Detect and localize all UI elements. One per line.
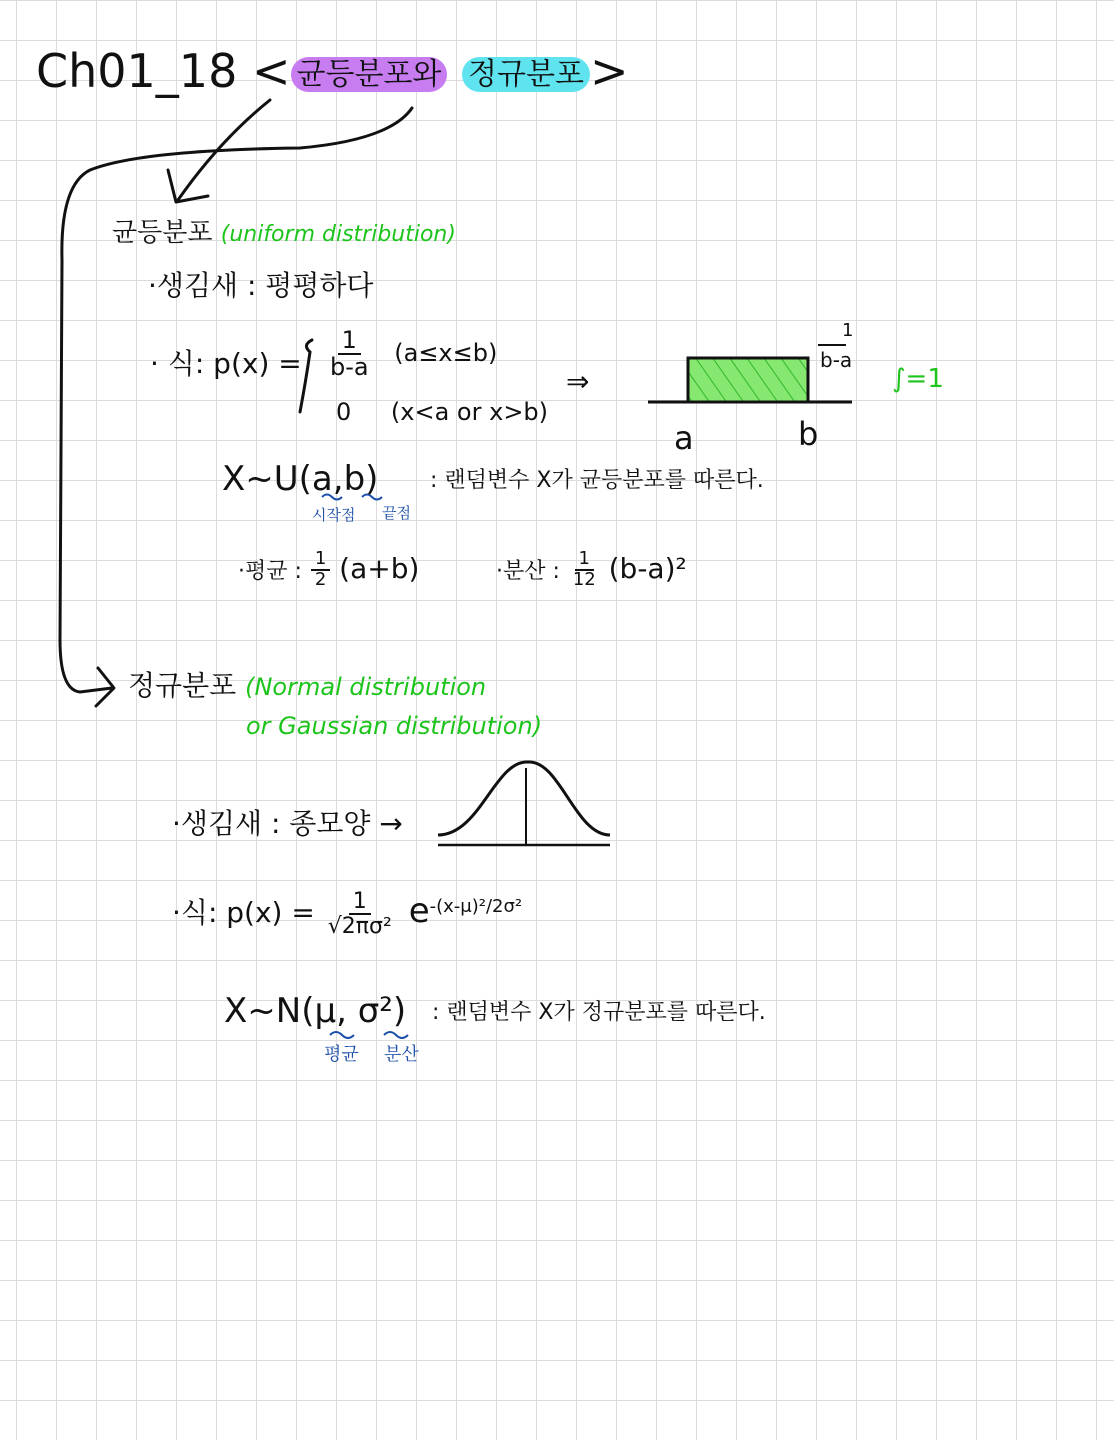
- normal-notation: X~N(μ, σ²): [224, 991, 407, 1031]
- uniform-heading: [112, 220, 456, 246]
- uniform-var-expr: (b-a)²: [608, 551, 687, 585]
- uniform-mean-num: 1: [311, 550, 330, 571]
- normal-shape: ·생김새 : 종모양 →: [172, 807, 403, 840]
- uniform-formula-label: · 식: p(x) =: [150, 347, 302, 380]
- uniform-mean-fraction: [311, 550, 330, 590]
- graph-height-label: b-a: [820, 348, 853, 372]
- normal-formula-den: √2πσ²: [327, 914, 392, 940]
- normal-formula-e: e: [408, 891, 430, 932]
- squiggle-var: [384, 1032, 408, 1038]
- end-point-label: 끝점: [382, 504, 411, 522]
- normal-formula-fraction: [324, 890, 396, 938]
- normal-heading: [128, 669, 487, 702]
- uniform-shape: ·생김새 : 평평하다: [148, 269, 374, 302]
- normal-heading-ko: 정규분포: [128, 669, 237, 702]
- normal-formula-label: ·식: p(x) =: [172, 896, 315, 930]
- graph-label-b: b: [798, 415, 819, 453]
- uniform-notation-desc: : 랜덤변수 X가 균등분포를 따른다.: [430, 468, 764, 493]
- title-prefix: Ch01_18 <: [36, 44, 291, 98]
- normal-formula: [172, 890, 522, 938]
- uniform-var-label: ·분산 :: [496, 558, 560, 584]
- uniform-variance: [496, 550, 687, 590]
- title-highlight-uniform: 균등분포와: [291, 57, 448, 92]
- normal-notation-desc: : 랜덤변수 X가 정규분포를 따른다.: [432, 1000, 766, 1025]
- uniform-case1-num: 1: [338, 328, 361, 355]
- normal-formula-num: 1: [349, 890, 371, 915]
- uniform-mean-label: ·평균 :: [238, 558, 302, 584]
- integral-note: ∫=1: [892, 364, 944, 394]
- title-suffix: >: [589, 44, 629, 98]
- bell-curve-graph: [438, 762, 610, 845]
- uniform-var-num: 1: [575, 550, 594, 571]
- graph-height-num: 1: [842, 320, 854, 341]
- uniform-case1-den: b-a: [330, 353, 369, 382]
- uniform-mean: [238, 550, 419, 590]
- start-point-label: 시작점: [312, 506, 356, 524]
- piecewise-brace: [300, 340, 312, 412]
- uniform-heading-en: (uniform distribution): [220, 222, 456, 247]
- uniform-heading-ko: 균등분포: [112, 218, 213, 248]
- uniform-mean-expr: (a+b): [339, 551, 420, 585]
- arrow-to-normal-head: [96, 668, 114, 706]
- implies-arrow: ⇒: [566, 365, 590, 398]
- uniform-case1: [326, 328, 497, 380]
- uniform-case2-cond: (x<a or x>b): [390, 398, 549, 426]
- page-title: [36, 44, 629, 98]
- graph-label-a: a: [674, 419, 694, 457]
- normal-heading-en-1: (Normal distribution: [245, 673, 487, 701]
- normal-heading-en-2: or Gaussian distribution): [246, 712, 543, 740]
- title-highlight-normal: 정규분포: [462, 57, 590, 92]
- uniform-case1-cond: (a≤x≤b): [394, 339, 498, 368]
- uniform-case2: [336, 400, 548, 424]
- normal-var-label: 분산: [384, 1044, 419, 1065]
- uniform-var-fraction: [569, 550, 600, 590]
- uniform-case2-val: 0: [336, 398, 352, 426]
- uniform-notation: X~U(a,b): [222, 459, 379, 499]
- uniform-mean-den: 2: [314, 568, 327, 590]
- normal-formula-exponent: -(x-μ)²/2σ²: [429, 895, 523, 917]
- squiggle-mean: [330, 1032, 354, 1038]
- uniform-rect: [688, 358, 808, 402]
- uniform-var-den: 12: [572, 568, 596, 590]
- normal-mean-label: 평균: [324, 1044, 359, 1065]
- uniform-case1-fraction: [326, 328, 373, 380]
